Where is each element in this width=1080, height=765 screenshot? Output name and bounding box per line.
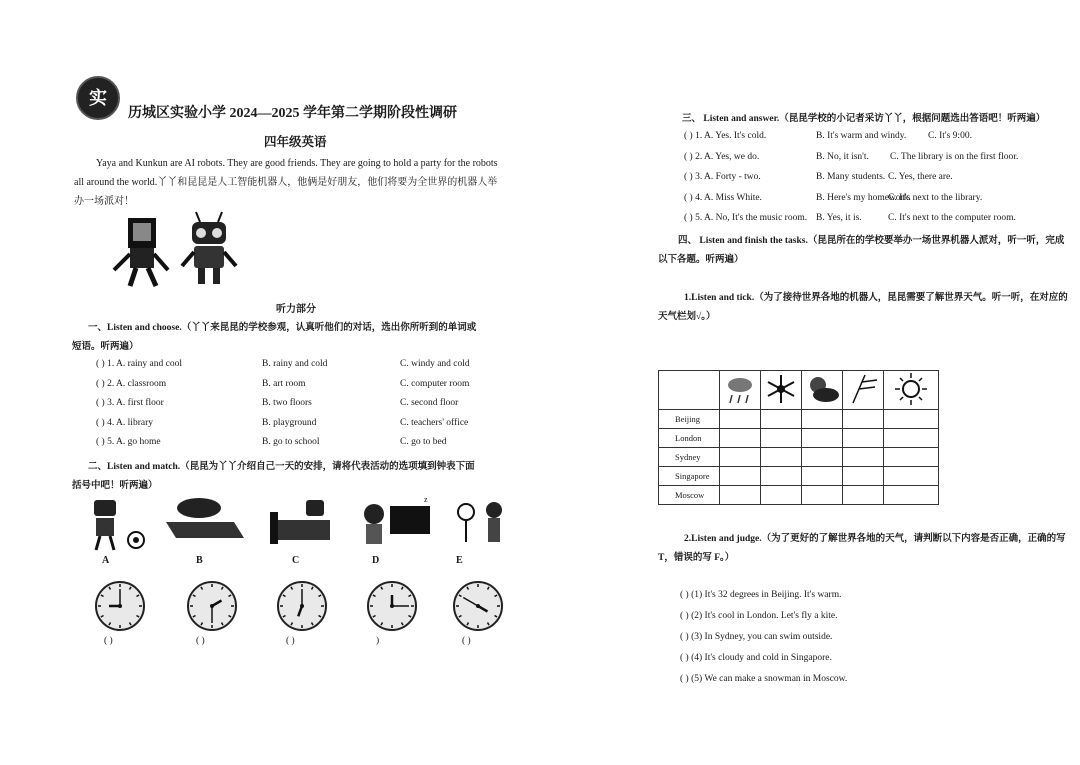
wind-flag-icon [843, 371, 884, 410]
tick-cell[interactable] [802, 429, 843, 448]
section1-option-a[interactable]: ( ) 3. A. first floor [96, 398, 164, 408]
section3-option-b[interactable]: B. It's warm and windy. [816, 131, 907, 141]
weather-row [659, 467, 939, 486]
robot-eating-icon [166, 498, 244, 538]
tick-cell[interactable] [720, 467, 761, 486]
judge-item[interactable]: ( ) (1) It's 32 degrees in Beijing. It's warm. [680, 590, 842, 600]
tick-cell[interactable] [802, 448, 843, 467]
sun-cloud-icon [802, 371, 843, 410]
section1-option-c[interactable]: C. go to bed [400, 437, 447, 447]
section3-option-b[interactable]: B. Yes, it is. [816, 213, 862, 223]
task1-title-1: 1.Listen and tick.（为了接待世界各地的机器人，昆昆需要了解世界天气。听一听，在对应的 [684, 293, 1068, 303]
weather-rows [659, 410, 939, 505]
tick-cell[interactable] [843, 429, 884, 448]
section3-option-c[interactable]: C. The library is on the first floor. [890, 151, 1019, 162]
clock-answer-blank[interactable]: ( ) [286, 636, 295, 646]
weather-icon-row [659, 371, 939, 410]
section1-title-1: 一、Listen and choose.（丫丫来昆昆的学校参观，认真听他们的对话，选出你所听到的单词或 [88, 323, 477, 333]
judge-item[interactable]: ( ) (2) It's cool in London. Let's fly a kite. [680, 611, 838, 621]
tick-cell[interactable] [843, 486, 884, 505]
judge-item[interactable]: ( ) (5) We can make a snowman in Moscow. [680, 674, 848, 684]
robots-illustration [108, 210, 248, 290]
section1-option-a[interactable]: ( ) 5. A. go home [96, 437, 161, 447]
section3-option-a[interactable]: ( ) 3. A. Forty - two. [684, 172, 761, 182]
activity-letter: B [196, 555, 203, 566]
section1-option-a[interactable]: ( ) 2. A. classroom [96, 378, 167, 389]
sun-icon [884, 371, 939, 410]
robot-in-bed-icon [270, 500, 330, 544]
snowflake-icon [761, 371, 802, 410]
page-subtitle: 四年级英语 [264, 135, 327, 149]
section1-option-b[interactable]: B. two floors [262, 398, 312, 408]
students-skipping-icon [458, 502, 502, 542]
page-title: 历城区实验小学 2024—2025 学年第二学期阶段性调研 [128, 106, 457, 121]
clock-answer-blank[interactable]: ) [376, 636, 380, 646]
tick-cell[interactable] [843, 448, 884, 467]
city-name: Singapore [659, 467, 720, 486]
section1-option-c[interactable]: C. windy and cold [400, 359, 470, 369]
tick-cell[interactable] [761, 410, 802, 429]
weather-table [658, 370, 939, 505]
activity-letter: C [292, 555, 300, 566]
school-seal [76, 76, 120, 120]
clock-icon [90, 580, 150, 632]
section3-option-b[interactable]: B. Here's my homework. [816, 192, 911, 203]
tick-cell[interactable] [802, 486, 843, 505]
tick-cell[interactable] [884, 467, 939, 486]
intro-line-1: Yaya and Kunkun are AI robots. They are good friends. They are going to hold a party for the robots [96, 158, 498, 169]
weather-row [659, 410, 939, 429]
section1-option-c[interactable]: C. second floor [400, 398, 459, 408]
section4-title-1: 四、 Listen and finish the tasks.（昆昆所在的学校要举办一场世界机器人派对，听一听，完成 [678, 236, 1065, 246]
robot-yaya-icon [182, 212, 236, 284]
svg-text:z: z [424, 495, 428, 504]
task2-title-1: 2.Listen and judge.（为了更好的了解世界各地的天气，请判断以下内容是否正确，正确的写 [684, 534, 1066, 544]
city-name: Beijing [659, 410, 720, 429]
section1-option-c[interactable]: C. computer room [400, 378, 470, 389]
tick-cell[interactable] [761, 467, 802, 486]
activity-letter: D [372, 555, 380, 566]
robot-kunkun-icon [114, 218, 168, 286]
city-name: London [659, 429, 720, 448]
activity-pictures [84, 492, 524, 554]
tick-cell[interactable] [802, 410, 843, 429]
section3-option-c[interactable]: C. It's next to the computer room. [888, 213, 1016, 223]
tick-cell[interactable] [884, 486, 939, 505]
section1-option-b[interactable]: B. playground [262, 417, 317, 428]
student-at-blackboard-icon [364, 495, 430, 544]
tick-cell[interactable] [884, 410, 939, 429]
section1-option-a[interactable]: ( ) 4. A. library [96, 417, 153, 428]
tick-cell[interactable] [720, 448, 761, 467]
city-name: Moscow [659, 486, 720, 505]
clock-answer-blank[interactable]: ( ) [462, 636, 471, 646]
tick-cell[interactable] [761, 486, 802, 505]
section3-option-c[interactable]: C. It's next to the library. [888, 192, 983, 203]
robot-football-icon [94, 500, 144, 550]
weather-row [659, 448, 939, 467]
section3-option-b[interactable]: B. Many students. [816, 172, 886, 182]
clock-answer-blank[interactable]: ( ) [196, 636, 205, 646]
tick-cell[interactable] [761, 429, 802, 448]
section2-title-1: 二、Listen and match.（昆昆为丫丫介绍自己一天的安排，请将代表活动的选项填到钟表下面 [88, 462, 475, 472]
section1-title-2: 短语。听两遍） [72, 342, 139, 352]
tick-cell[interactable] [884, 448, 939, 467]
task2-title-2: T，错误的写 F。） [658, 553, 735, 563]
tick-cell[interactable] [843, 467, 884, 486]
rain-cloud-icon [720, 371, 761, 410]
weather-row [659, 429, 939, 448]
tick-cell[interactable] [720, 429, 761, 448]
clock-answer-blank[interactable]: ( ) [104, 636, 113, 646]
section2-title-2: 括号中吧！听两遍） [72, 481, 158, 491]
tick-cell[interactable] [884, 429, 939, 448]
section1-option-b[interactable]: B. go to school [262, 437, 320, 447]
tick-cell[interactable] [802, 467, 843, 486]
section3-title: 三、 Listen and answer.（昆昆学校的小记者采访丫丫，根据问题选出答语吧！听两遍） [682, 114, 1046, 124]
clock-icon [182, 580, 242, 632]
city-name: Sydney [659, 448, 720, 467]
intro-line-3: 办一场派对！ [74, 196, 134, 207]
tick-cell[interactable] [843, 410, 884, 429]
activity-letter: A [102, 555, 110, 566]
section3-option-c[interactable]: C. It's 9:00. [928, 131, 972, 141]
section3-option-a[interactable]: ( ) 1. A. Yes. It's cold. [684, 131, 767, 141]
section1-option-b[interactable]: B. rainy and cold [262, 359, 328, 369]
tick-cell[interactable] [720, 410, 761, 429]
task1-title-2: 天气栏划√。） [658, 312, 716, 322]
section3-option-a[interactable]: ( ) 5. A. No, It's the music room. [684, 213, 808, 223]
section3-option-a[interactable]: ( ) 2. A. Yes, we do. [684, 151, 760, 162]
judge-item[interactable]: ( ) (4) It's cloudy and cold in Singapore. [680, 653, 832, 663]
activity-letter: E [456, 555, 463, 566]
section1-option-b[interactable]: B. art room [262, 378, 306, 389]
intro-paragraph [74, 154, 516, 211]
section4-title-2: 以下各题。听两遍） [658, 255, 744, 265]
clock-icon [448, 580, 508, 632]
section3-option-a[interactable]: ( ) 4. A. Miss White. [684, 192, 762, 203]
section1-option-a[interactable]: ( ) 1. A. rainy and cool [96, 359, 183, 369]
clock-icon [362, 580, 422, 632]
seal-text: 实 [89, 88, 107, 108]
intro-line-2: all around the world.丫丫和昆昆是人工智能机器人，他俩是好朋友，他们将要为全世界的机器人举 [74, 177, 498, 188]
section3-option-c[interactable]: C. Yes, there are. [888, 172, 953, 182]
weather-row [659, 486, 939, 505]
clock-icon [272, 580, 332, 632]
section3-option-b[interactable]: B. No, it isn't. [816, 151, 869, 162]
tick-cell[interactable] [720, 486, 761, 505]
listening-heading: 听力部分 [276, 304, 316, 315]
judge-item[interactable]: ( ) (3) In Sydney, you can swim outside. [680, 632, 833, 642]
tick-cell[interactable] [761, 448, 802, 467]
section1-option-c[interactable]: C. teachers' office [400, 417, 469, 428]
